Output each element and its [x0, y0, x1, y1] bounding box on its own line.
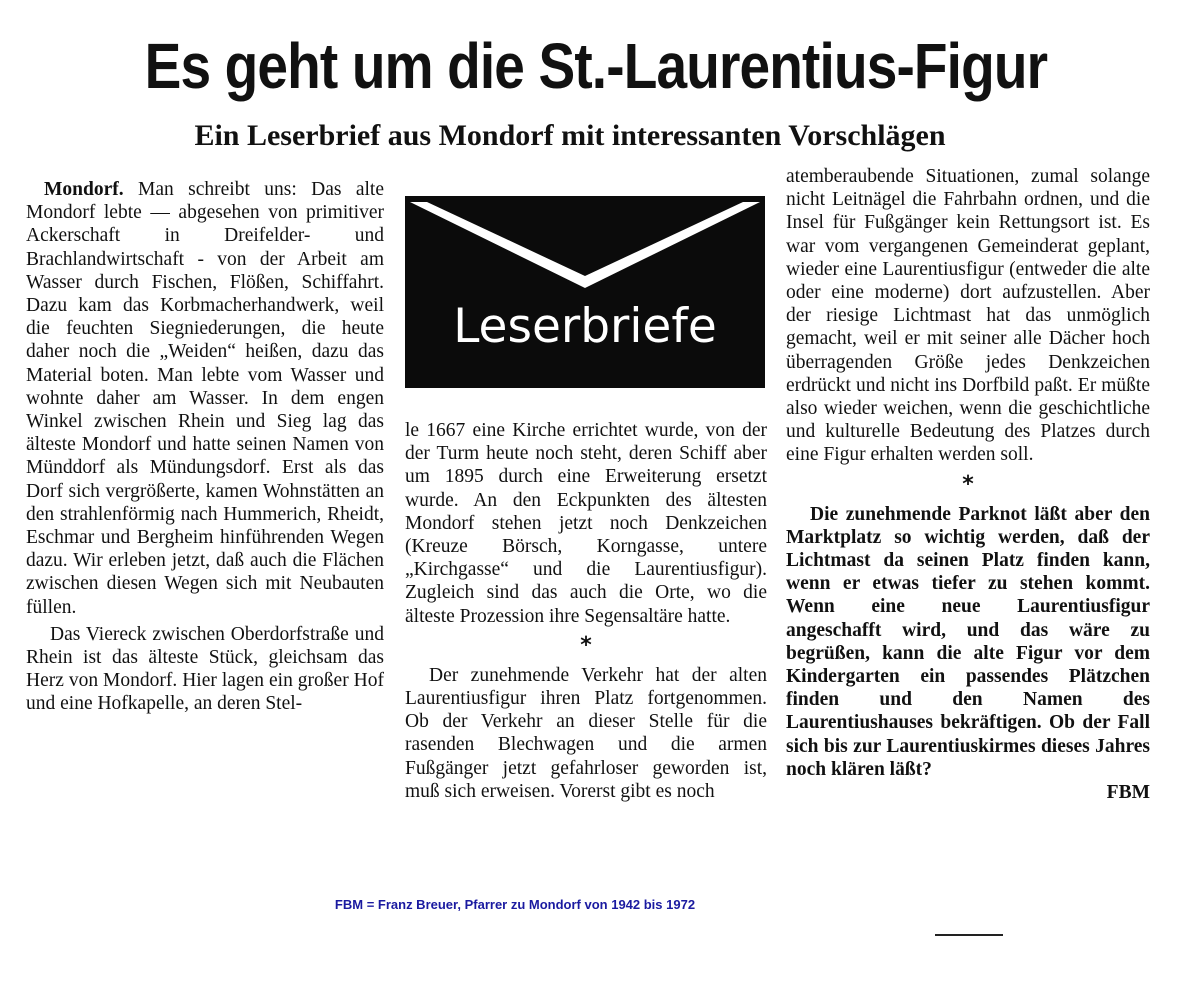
column2-paragraph-1: le 1667 eine Kirche errichtet wurde, von der der Turm heute noch steht, deren Schiff aber um 1895 durch eine Erweiterung ersetzt wurde. An den Eckpunkten des ältesten Mondorf stehen jetzt noch Denkzeichen (Kreuze Börsch, Korngasse, untere „Kirchgasse“ und die Laurentiusfigur). Zugleich sind das auch die Orte, wo die älteste Prozession ihre Segensaltäre hatte. — [405, 420, 767, 627]
headline: Es geht um die St.-Laurentius-Figur — [144, 30, 1048, 102]
column1-paragraph-1-text: Man schreibt uns: Das alte Mondorf lebte — abgesehen von primitiver Ackerschaft in Dreifelder- und Brachlandwirtschaft - von der Arbeit am Wasser durch Fischen, Flößen, Schiffahrt. Dazu kam das Korbmacherhandwerk, weil die feuchten Siegniederungen, die heute daher noch die „Weiden“ heißen, dazu das Material boten. Man lebte vom Wasser und wohnte daher am Wasser. In dem engen Winkel zwischen Rhein und Sieg lag das älteste Mondorf und hatte seinen Namen von Münddorf als Mündungsdorf. Erst als das Dorf sich vergrößerte, kamen Wohnstätten an den strahlenförmig nach Hummerich, Rheidt, Eschmar und Bergheim hinführenden Wegen dazu. Wir erleben jetzt, daß auch die Flächen zwischen diesen Wegen sich mit Neubauten füllen. — [26, 179, 385, 618]
image-caption: FBM = Franz Breuer, Pfarrer zu Mondorf von 1942 bis 1972 — [334, 897, 696, 912]
leserbriefe-logo — [405, 196, 765, 388]
envelope-icon — [405, 196, 765, 388]
column3-paragraph-2: Die zunehmende Parknot läßt aber den Marktplatz so wichtig werden, daß der Lichtmast da seinen Platz finden kann, wenn er etwas tiefer zu stehen kommt. Wenn eine neue Laurentiusfigur angeschafft wird, und das wäre zu begrüßen, kann die alte Figur vor dem Kindergarten ein passendes Plätzchen finden und den Namen des Laurentiushauses bekräftigen. Ob der Fall sich bis zur Laurentiuskirmes dieses Jahres noch klären läßt? — [786, 503, 1150, 780]
subheadline: Ein Leserbrief aus Mondorf mit interessanten Vorschlägen — [194, 119, 946, 152]
article-column-1 — [26, 178, 384, 716]
column1-paragraph-2: Das Viereck zwischen Oberdorfstraße und Rhein ist das älteste Stück, gleichsam das Herz von Mondorf. Hier lagen ein großer Hof und eine Hofkapelle, an deren Stel- — [26, 623, 384, 715]
column2-paragraph-2: Der zunehmende Verkehr hat der alten Laurentiusfigur ihren Platz fortgenommen. Ob der Verkehr an dieser Stelle für die rasenden Blechwagen und die armen Fußgänger jetzt gefahrloser geworden ist, muß sich erweisen. Vorerst gibt es noch — [405, 664, 767, 802]
column1-paragraph-1 — [26, 178, 384, 619]
article-column-3 — [786, 165, 1150, 804]
dateline: Mondorf. — [44, 179, 124, 200]
article-column-2 — [405, 419, 767, 803]
author-signature: FBM — [1106, 782, 1150, 804]
end-rule — [935, 934, 1003, 936]
column3-paragraph-1: atemberaubende Situationen, zumal solange nicht Leitnägel die Fahrbahn ordnen, und die Insel für Fußgänger kein Rettungsort ist. Es war vom vergangenen Gemeinderat geplant, wieder eine Laurentiusfigur (entweder die alte oder eine moderne) dort aufzustellen. Aber der riesige Lichtmast hat das unmöglich gemacht, weil er mit seiner alle Dächer hoch überragenden Größe jedes Denkzeichen erdrückt und nicht ins Dorfbild paßt. Er müßte also wieder weichen, wenn die geschichtliche und kulturelle Bedeutung des Platzes durch eine Figur erhalten werden soll. — [786, 166, 1150, 466]
section-separator: * — [962, 471, 974, 497]
logo-label: Leserbriefe — [453, 299, 717, 354]
section-separator: * — [580, 632, 592, 658]
